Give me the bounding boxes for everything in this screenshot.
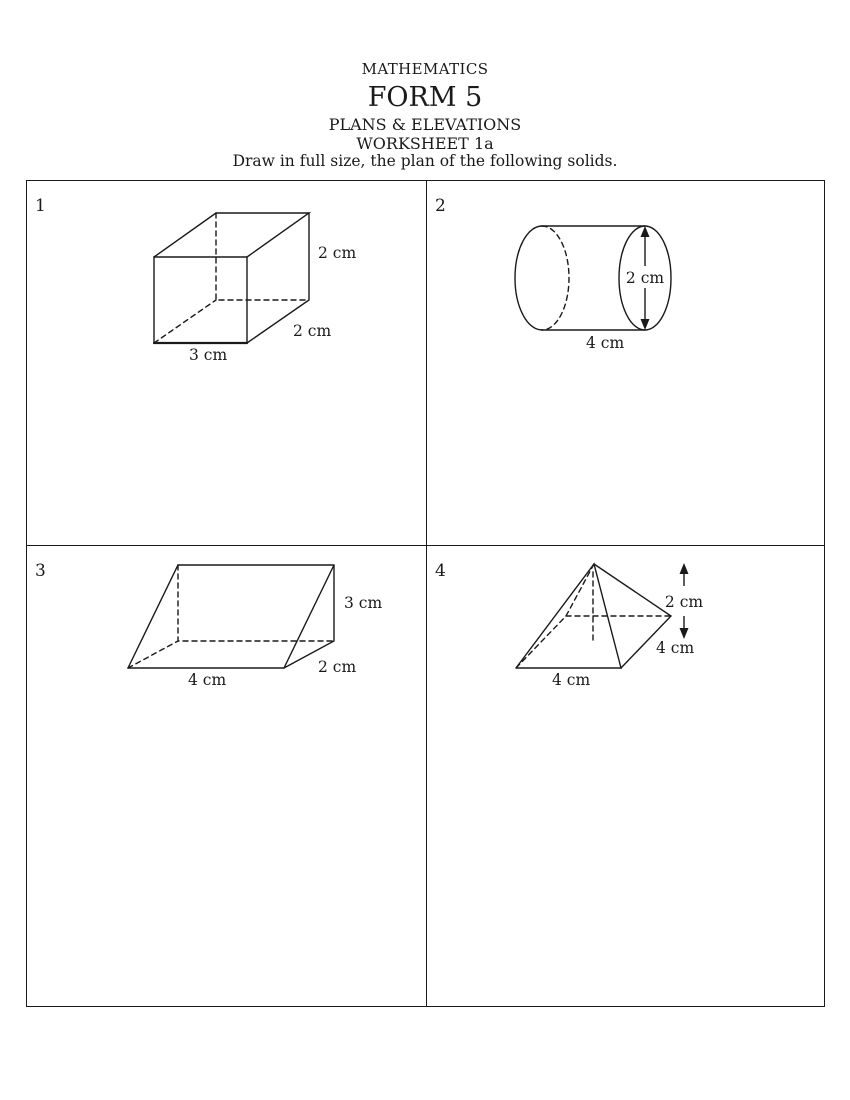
cuboid-depth-label: 2 cm [293,322,332,340]
problem-cell-2 [427,181,824,546]
subject-title: MATHEMATICS [361,60,489,78]
instruction-text: Draw in full size, the plan of the following solids. [232,152,618,170]
prism-hidden-back-edges [178,565,334,641]
cylinder-drawing [427,181,824,544]
problem-cell-1 [27,181,427,546]
problem-number: 2 [435,196,446,216]
prism-left-slant-and-ridge [128,565,334,668]
problem-cell-3 [27,546,427,1006]
height-arrow-up-icon [680,563,689,574]
problem-cell-4 [427,546,824,1006]
cylinder-left-rim-hidden [542,226,569,330]
prism-depth-label: 2 cm [318,658,357,676]
cuboid-width-label: 3 cm [189,346,228,364]
cylinder-left-rim-front [515,226,542,330]
pyramid-height-label: 2 cm [664,593,704,611]
cylinder-length-label: 4 cm [586,334,625,352]
cuboid-hidden-depth-edge [154,300,216,343]
cuboid-height-label: 2 cm [318,244,357,262]
cuboid-drawing [27,181,425,544]
diameter-arrow-down-icon [641,319,650,330]
pyramid-width-label: 4 cm [552,671,591,689]
problem-number: 4 [435,561,446,581]
prism-length-label: 4 cm [188,671,227,689]
prism-hidden-depth-edge [128,641,178,668]
prism-height-label: 3 cm [344,594,383,612]
problems-grid [26,180,825,1007]
topic-title: PLANS & ELEVATIONS [328,115,522,134]
form-title: FORM 5 [367,82,483,113]
cylinder-diameter-label: 2 cm [625,269,665,287]
worksheet-title: WORKSHEET 1a [356,134,494,153]
problem-number: 1 [35,196,46,216]
prism-drawing [27,546,425,1005]
cuboid-top-face-edges [154,213,309,257]
pyramid-drawing [427,546,824,1005]
problem-number: 3 [35,561,46,581]
height-arrow-down-icon [680,628,689,639]
prism-right-triangle-face [284,565,334,668]
pyramid-depth-label: 4 cm [656,639,695,657]
diameter-arrow-up-icon [641,226,650,237]
